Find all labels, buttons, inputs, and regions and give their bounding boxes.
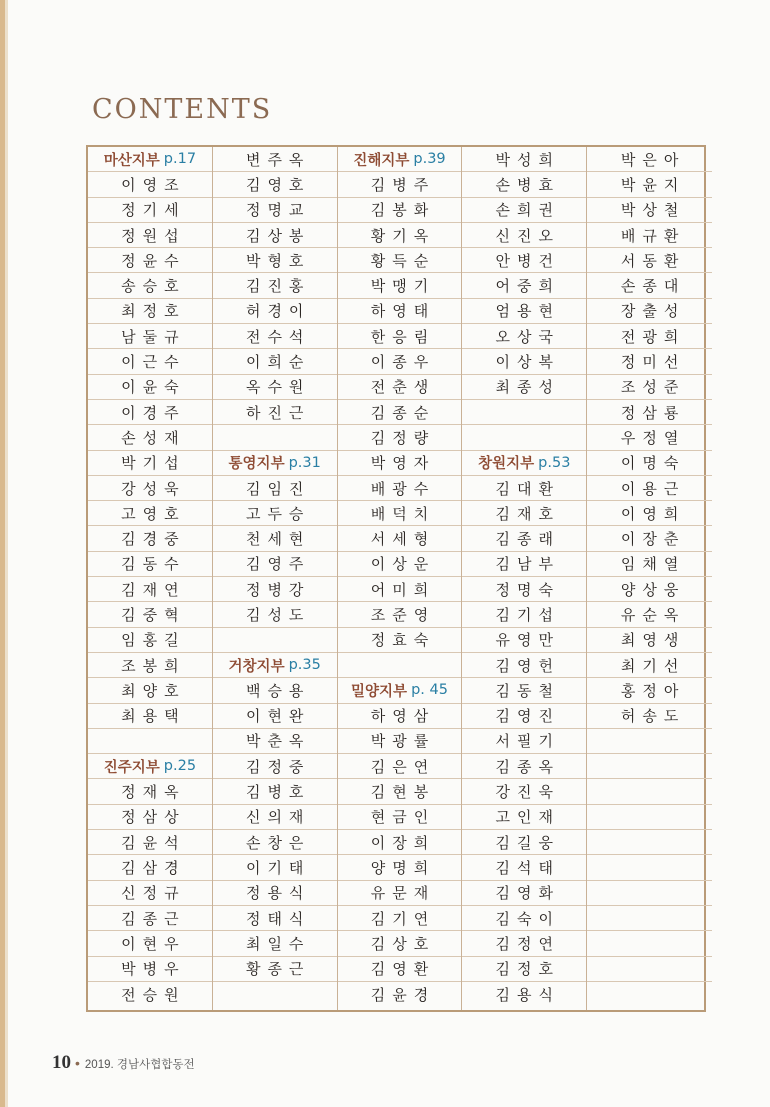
branch-page-ref: p. 45	[411, 682, 448, 699]
empty-cell	[587, 931, 712, 956]
page-footer	[52, 1052, 195, 1074]
member-name: 하진근	[213, 400, 337, 425]
member-name: 정미선	[587, 349, 712, 374]
page-number: 10	[52, 1052, 71, 1073]
contents-title: CONTENTS	[92, 94, 273, 125]
member-name: 손병효	[462, 172, 586, 197]
member-name: 이용근	[587, 476, 712, 501]
member-name: 손희권	[462, 198, 586, 223]
member-name: 최양호	[88, 678, 212, 703]
member-name: 김대환	[462, 476, 586, 501]
member-name: 조성준	[587, 375, 712, 400]
member-name: 이희순	[213, 349, 337, 374]
member-name: 김봉화	[338, 198, 462, 223]
empty-cell	[587, 982, 712, 1007]
member-name: 김동수	[88, 552, 212, 577]
member-name: 배규환	[587, 223, 712, 248]
member-name: 박성희	[462, 147, 586, 172]
member-name: 하영태	[338, 299, 462, 324]
branch-header	[338, 678, 462, 703]
member-name: 정효숙	[338, 628, 462, 653]
member-name: 서필기	[462, 729, 586, 754]
member-name: 이현완	[213, 704, 337, 729]
member-name: 김남부	[462, 552, 586, 577]
member-name: 엄용현	[462, 299, 586, 324]
member-name: 손종대	[587, 273, 712, 298]
member-name: 김종근	[88, 906, 212, 931]
branch-name: 밀양지부	[351, 683, 408, 700]
member-name: 옥수원	[213, 375, 337, 400]
member-name: 정명숙	[462, 577, 586, 602]
member-name: 현금인	[338, 805, 462, 830]
empty-cell	[213, 982, 337, 1007]
contents-column	[213, 147, 338, 1010]
member-name: 김상호	[338, 931, 462, 956]
member-name: 김정호	[462, 957, 586, 982]
member-name: 박광률	[338, 729, 462, 754]
member-name: 김삼경	[88, 855, 212, 880]
member-name: 정원섭	[88, 223, 212, 248]
empty-cell	[213, 628, 337, 653]
member-name: 전광희	[587, 324, 712, 349]
member-name: 김재호	[462, 501, 586, 526]
member-name: 김임진	[213, 476, 337, 501]
member-name: 김정연	[462, 931, 586, 956]
member-name: 고인재	[462, 805, 586, 830]
member-name: 전승원	[121, 985, 186, 1004]
member-name: 정명교	[213, 198, 337, 223]
branch-header	[213, 451, 337, 476]
member-name: 박형호	[213, 248, 337, 273]
branch-page-ref: p.17	[163, 151, 197, 168]
member-name: 최기선	[587, 653, 712, 678]
member-name: 김영화	[462, 881, 586, 906]
member-name: 하영삼	[338, 704, 462, 729]
empty-cell	[88, 729, 212, 754]
member-name: 유순옥	[587, 602, 712, 627]
member-name: 김기섭	[462, 602, 586, 627]
member-name: 김석태	[462, 855, 586, 880]
member-name: 김영헌	[462, 653, 586, 678]
member-name: 천세현	[213, 526, 337, 551]
member-name: 한응림	[338, 324, 462, 349]
member-name: 박영자	[338, 451, 462, 476]
member-name: 변주옥	[213, 147, 337, 172]
member-name: 최정호	[88, 299, 212, 324]
member-name: 최종성	[462, 375, 586, 400]
member-name: 이종우	[338, 349, 462, 374]
member-name: 김종옥	[462, 754, 586, 779]
member-name: 김재연	[88, 577, 212, 602]
footer-bullet: •	[75, 1055, 80, 1071]
member-name: 김경중	[88, 526, 212, 551]
branch-header	[338, 147, 462, 172]
contents-column	[462, 147, 587, 1010]
member-name: 전춘생	[338, 375, 462, 400]
member-name: 황기옥	[338, 223, 462, 248]
branch-page-ref: p.31	[288, 454, 321, 471]
member-name: 정용식	[213, 881, 337, 906]
member-name: 이장희	[338, 830, 462, 855]
member-name: 이경주	[88, 400, 212, 425]
member-name: 서세형	[338, 526, 462, 551]
member-name: 김동철	[462, 678, 586, 703]
branch-header	[88, 147, 212, 172]
branch-header	[213, 653, 337, 678]
member-name: 황종근	[213, 957, 337, 982]
member-name: 김은연	[338, 754, 462, 779]
member-name: 김병호	[213, 779, 337, 804]
member-name: 조봉희	[88, 653, 212, 678]
member-name: 송승호	[88, 273, 212, 298]
member-name: 김길웅	[462, 830, 586, 855]
member-name: 김상봉	[213, 223, 337, 248]
member-name: 박기섭	[88, 451, 212, 476]
contents-column	[338, 147, 463, 1010]
member-name: 정삼룡	[587, 400, 712, 425]
contents-table	[86, 145, 706, 1012]
member-name: 양명희	[338, 855, 462, 880]
branch-name: 통영지부	[228, 456, 285, 473]
publication-title: 2019. 경남사협합동전	[84, 1059, 195, 1071]
member-name: 고두승	[213, 501, 337, 526]
member-name: 백승용	[213, 678, 337, 703]
empty-cell	[462, 425, 586, 450]
branch-header	[462, 451, 586, 476]
empty-cell	[587, 881, 712, 906]
member-name: 유문재	[338, 881, 462, 906]
branch-name: 창원지부	[478, 456, 535, 473]
member-name: 최일수	[213, 931, 337, 956]
member-name: 김용식	[495, 985, 561, 1004]
member-name: 허송도	[587, 704, 712, 729]
member-name: 서동환	[587, 248, 712, 273]
contents-column	[88, 147, 213, 1010]
member-name: 신진오	[462, 223, 586, 248]
empty-cell	[587, 855, 712, 880]
member-name: 이상복	[462, 349, 586, 374]
member-name: 고영호	[88, 501, 212, 526]
empty-cell	[587, 754, 712, 779]
member-name: 박맹기	[338, 273, 462, 298]
empty-cell	[587, 779, 712, 804]
member-name: 어미희	[338, 577, 462, 602]
member-name: 박윤지	[587, 172, 712, 197]
page-spine-shadow	[5, 0, 8, 1107]
member-name: 김중혁	[88, 602, 212, 627]
branch-header	[88, 754, 212, 779]
member-name: 이상운	[338, 552, 462, 577]
member-name: 남둘규	[88, 324, 212, 349]
member-name: 오상국	[462, 324, 586, 349]
member-name: 김윤경	[370, 985, 436, 1004]
empty-cell	[587, 805, 712, 830]
empty-cell	[213, 425, 337, 450]
member-name: 배광수	[338, 476, 462, 501]
member-name: 임채열	[587, 552, 712, 577]
member-name: 이현우	[88, 931, 212, 956]
member-name: 정재옥	[88, 779, 212, 804]
member-name: 김종순	[338, 400, 462, 425]
member-name: 김영환	[338, 957, 462, 982]
member-name: 박은아	[587, 147, 712, 172]
member-name: 이명숙	[587, 451, 712, 476]
member-name: 박상철	[587, 198, 712, 223]
member-name: 이윤숙	[88, 375, 212, 400]
member-name: 임홍길	[88, 628, 212, 653]
member-name: 이영조	[88, 172, 212, 197]
member-name: 신정규	[88, 881, 212, 906]
member-name: 신의재	[213, 805, 337, 830]
empty-cell	[338, 653, 462, 678]
branch-name: 진주지부	[103, 759, 160, 776]
member-name: 황득순	[338, 248, 462, 273]
branch-page-ref: p.25	[163, 758, 197, 775]
member-name: 정삼상	[88, 805, 212, 830]
member-name: 박병우	[88, 957, 212, 982]
member-name: 정병강	[213, 577, 337, 602]
contents-column	[587, 147, 712, 1010]
member-name: 이장춘	[587, 526, 712, 551]
member-name: 안병건	[462, 248, 586, 273]
member-name: 강성욱	[88, 476, 212, 501]
empty-cell	[587, 906, 712, 931]
member-name: 김성도	[213, 602, 337, 627]
branch-name: 마산지부	[103, 152, 160, 169]
member-name: 김영호	[213, 172, 337, 197]
member-name: 조준영	[338, 602, 462, 627]
empty-cell	[462, 400, 586, 425]
member-name: 양상웅	[587, 577, 712, 602]
member-name: 정태식	[213, 906, 337, 931]
member-name: 손성재	[88, 425, 212, 450]
member-name: 강진욱	[462, 779, 586, 804]
member-name: 김숙이	[462, 906, 586, 931]
member-name: 이영희	[587, 501, 712, 526]
member-name: 손창은	[213, 830, 337, 855]
member-name: 정기세	[88, 198, 212, 223]
empty-cell	[587, 957, 712, 982]
member-name: 어중희	[462, 273, 586, 298]
branch-page-ref: p.53	[538, 454, 571, 471]
member-name: 이근수	[88, 349, 212, 374]
member-name: 유영만	[462, 628, 586, 653]
member-name: 최영생	[587, 628, 712, 653]
member-name: 김정중	[213, 754, 337, 779]
empty-cell	[587, 830, 712, 855]
member-name: 정윤수	[88, 248, 212, 273]
member-name: 김현봉	[338, 779, 462, 804]
member-name: 김영진	[462, 704, 586, 729]
member-name: 김종래	[462, 526, 586, 551]
member-name: 김영주	[213, 552, 337, 577]
member-name: 이기태	[213, 855, 337, 880]
member-name: 김진홍	[213, 273, 337, 298]
branch-name: 거창지부	[228, 658, 285, 675]
member-name: 우정열	[587, 425, 712, 450]
member-name: 전수석	[213, 324, 337, 349]
member-name: 김병주	[338, 172, 462, 197]
empty-cell	[587, 729, 712, 754]
member-name: 김기연	[338, 906, 462, 931]
member-name: 홍정아	[587, 678, 712, 703]
branch-page-ref: p.39	[413, 151, 446, 168]
member-name: 허경이	[213, 299, 337, 324]
member-name: 김정량	[338, 425, 462, 450]
member-name: 박춘옥	[213, 729, 337, 754]
member-name: 최용택	[88, 704, 212, 729]
member-name: 김윤석	[88, 830, 212, 855]
branch-page-ref: p.35	[288, 657, 321, 674]
member-name: 배덕치	[338, 501, 462, 526]
member-name: 장출성	[587, 299, 712, 324]
branch-name: 진해지부	[353, 152, 410, 169]
